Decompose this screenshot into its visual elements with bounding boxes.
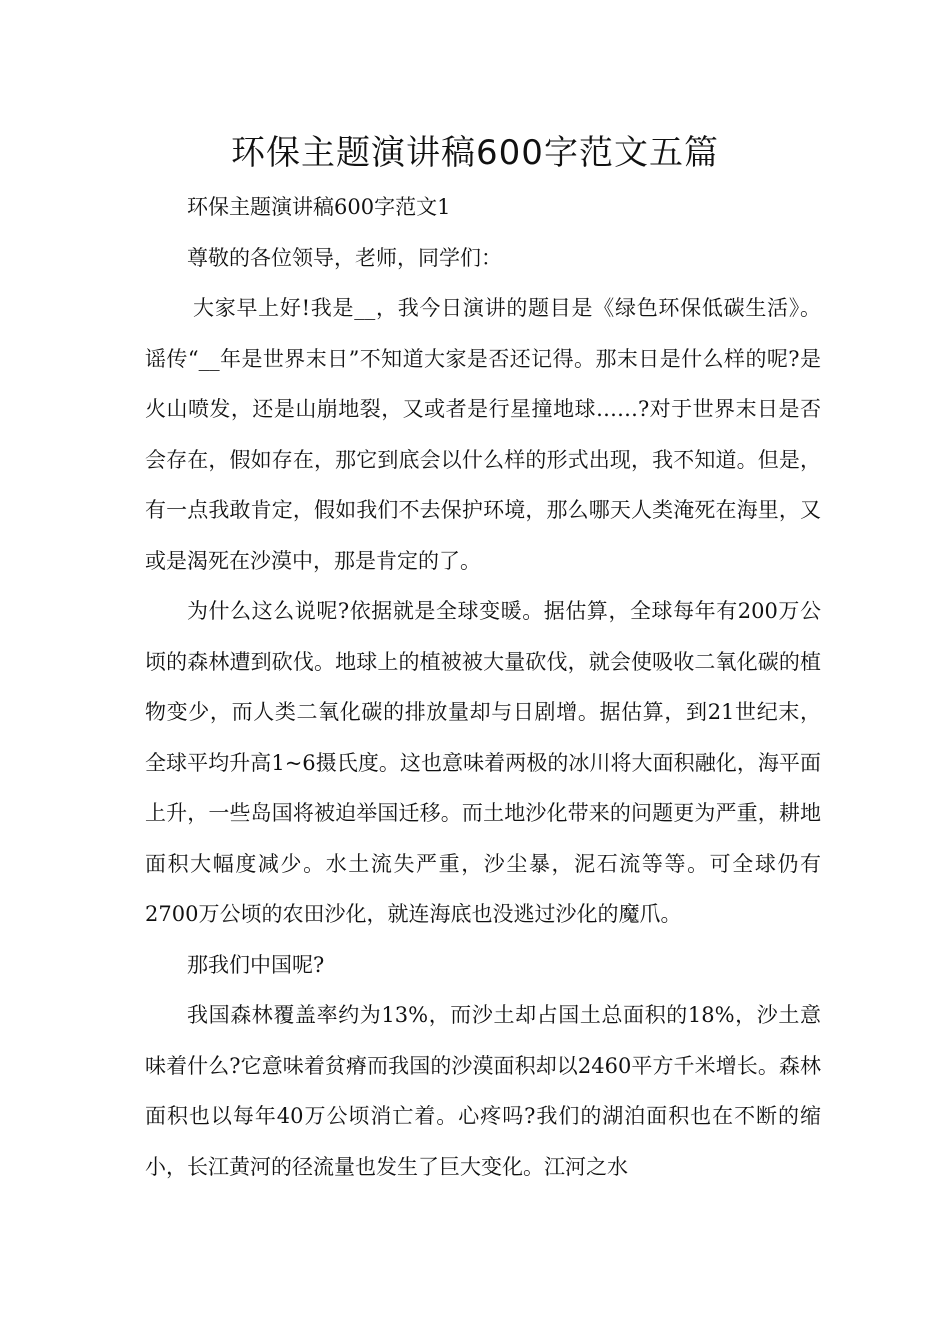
paragraph: 我国森林覆盖率约为13%，而沙土却占国土总面积的18%，沙土意味着什么?它意味着贫瘠而我国的沙漠面积却以2460平方千米增长。森林面积也以每年40万公顷消亡着。心疼吗?我们的湖泊面积也在不断的缩小，长江黄河的径流量也发生了巨大变化。江河之水 — [145, 1003, 821, 1179]
document-title: 环保主题演讲稿600字范文五篇 — [231, 133, 719, 173]
paragraph: 为什么这么说呢?依据就是全球变暖。据估算，全球每年有200万公顷的森林遭到砍伐。地球上的植被被大量砍伐，就会使吸收二氧化碳的植物变少，而人类二氧化碳的排放量却与日剧增。据估算，到21世纪末，全球平均升高1~6摄氏度。这也意味着两极的冰川将大面积融化，海平面上升，一些岛国将被迫举国迁移。而土地沙化带来的问题更为严重，耕地面积大幅度减少。水土流失严重，沙尘暴，泥石流等等。可全球仍有2700万公顷的农田沙化，就连海底也没逃过沙化的魔爪。 — [145, 599, 821, 926]
document-body — [145, 182, 821, 1192]
paragraph: 那我们中国呢? — [187, 952, 325, 977]
section-heading: 环保主题演讲稿600字范文1 — [187, 195, 451, 219]
salutation: 尊敬的各位领导，老师，同学们： — [187, 245, 502, 270]
paragraph: 大家早上好!我是__，我今日演讲的题目是《绿色环保低碳生活》。 谣传“__年是世界末日”不知道大家是否还记得。那末日是什么样的呢?是火山喷发，还是山崩地裂，又或者是行星撞地球……?对于世界末日是否会存在，假如存在，那它到底会以什么样的形式出现，我不知道。但是，有一点我敢肯定，假如我们不去保护环境，那么哪天人类淹死在海里，又或是渴死在沙漠中，那是肯定的了。 — [145, 296, 821, 573]
